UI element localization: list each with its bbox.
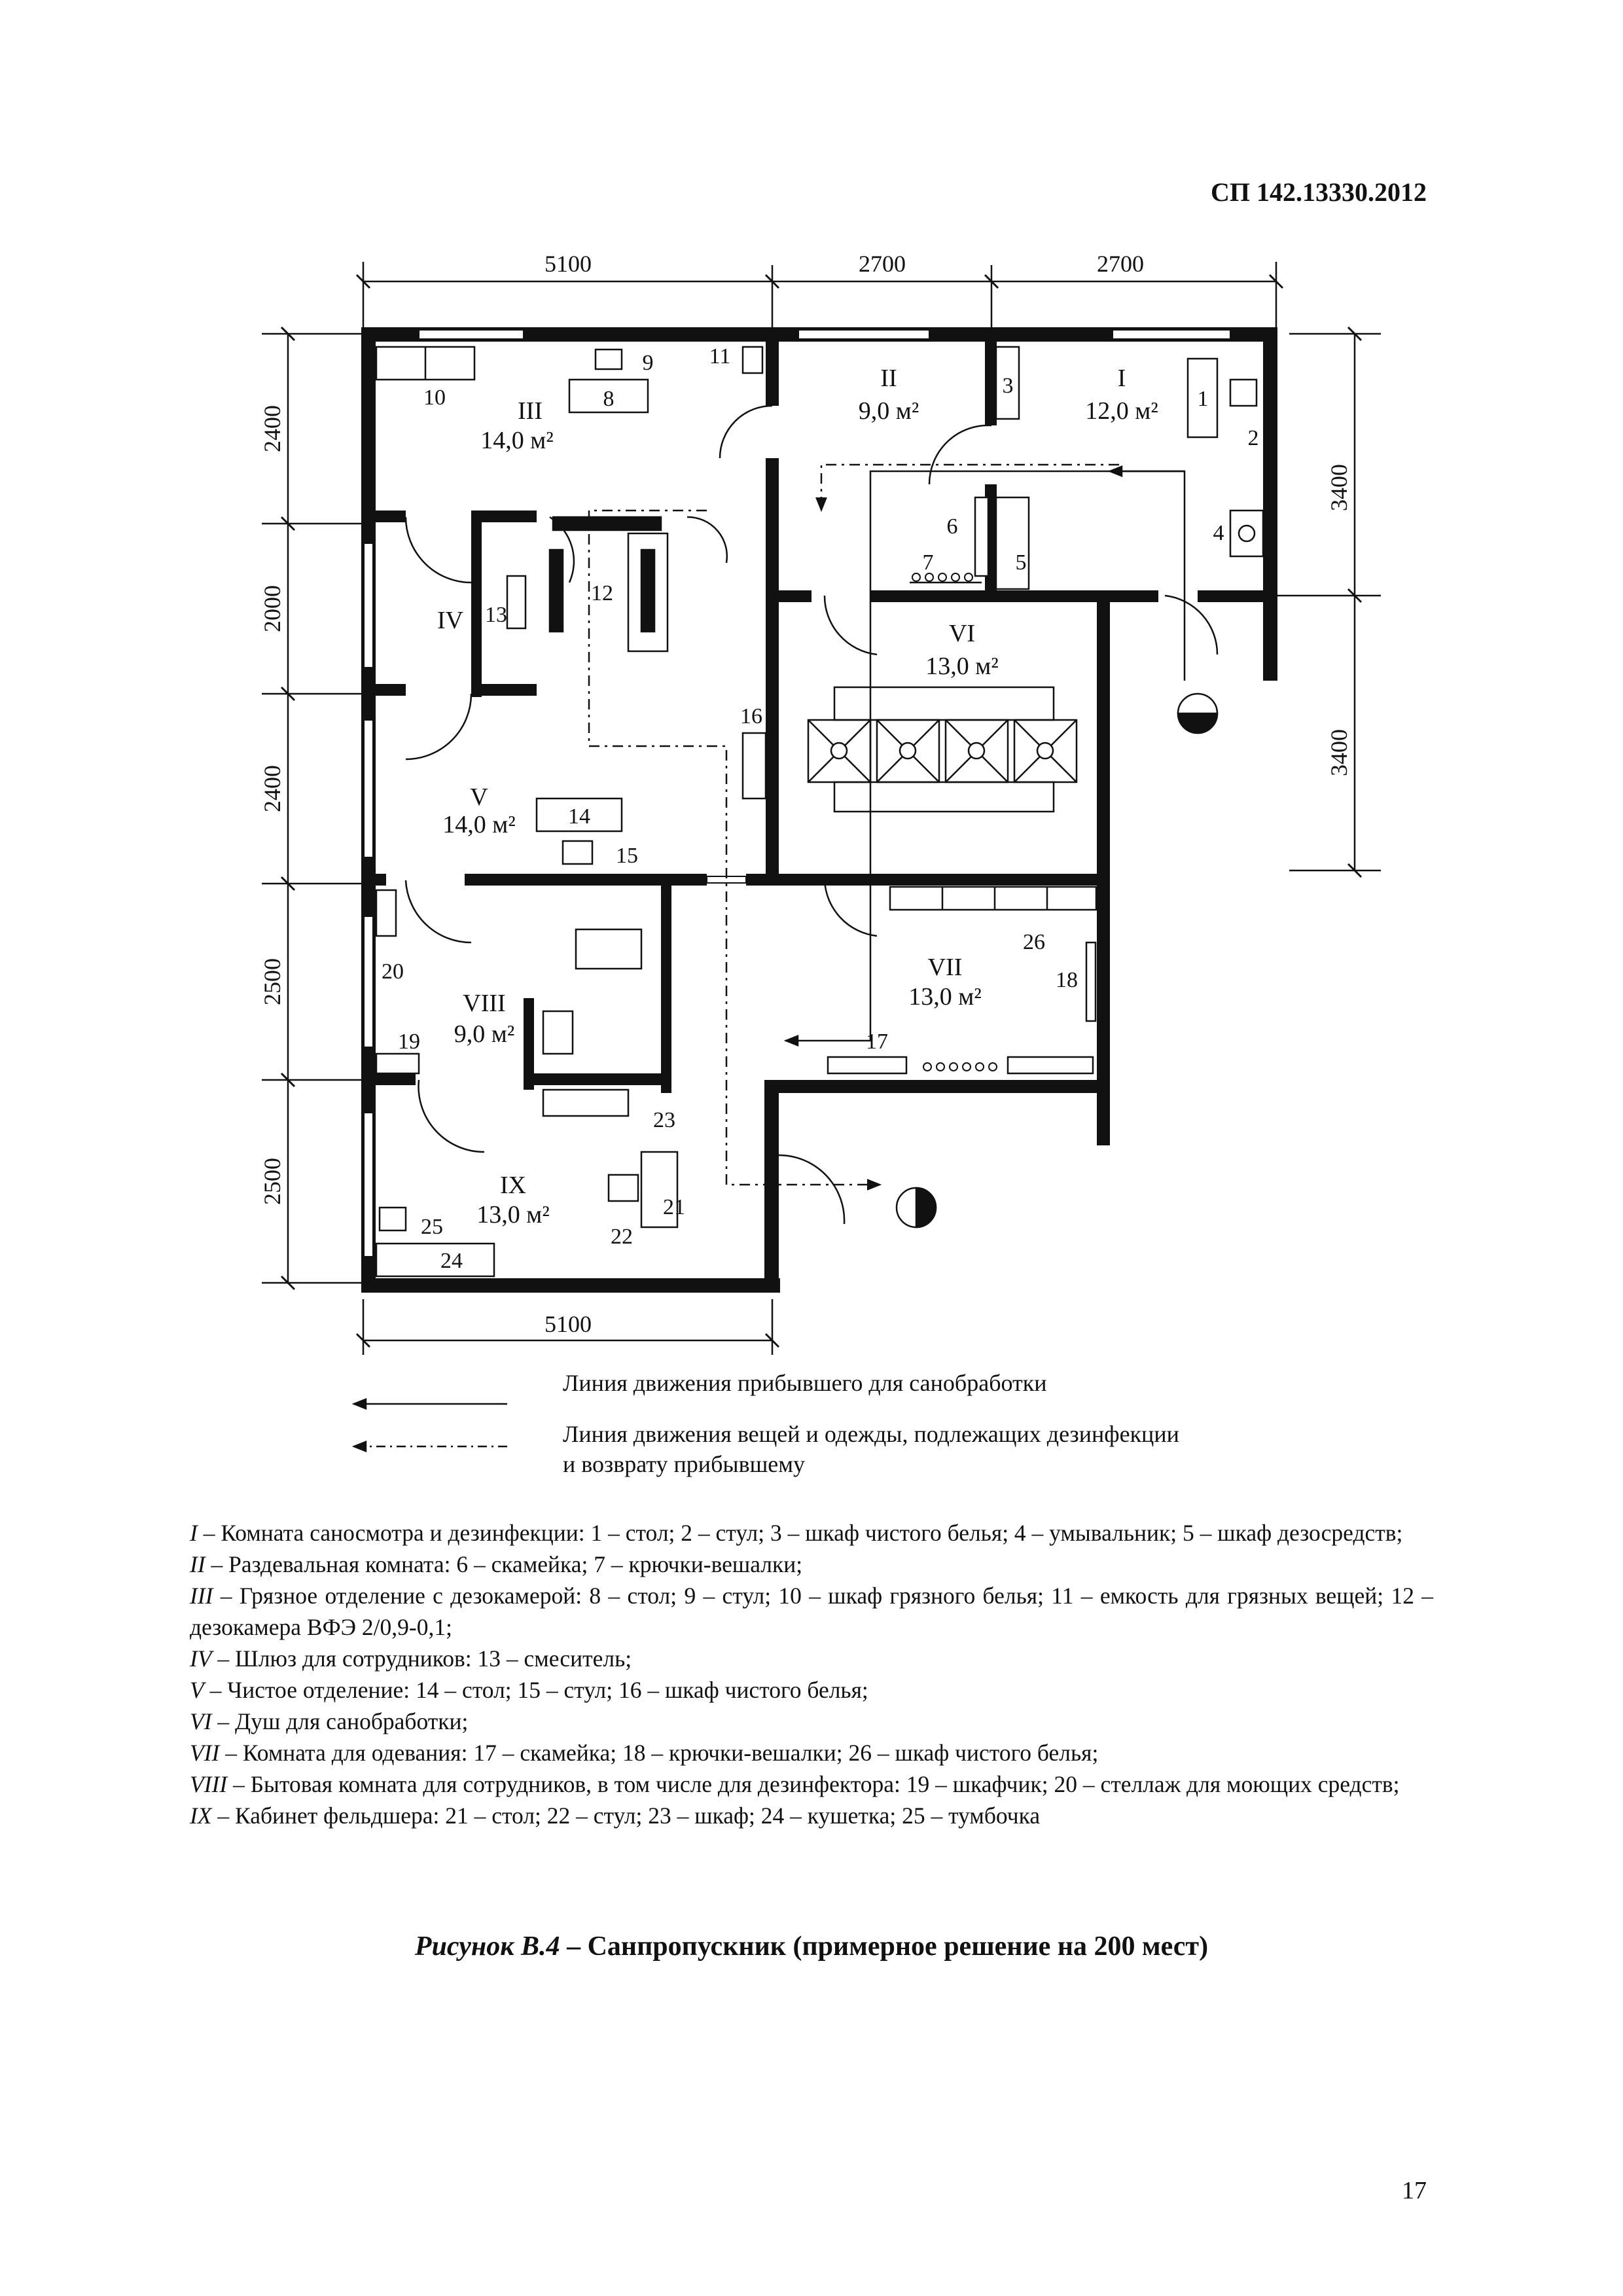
description-item: II – Раздевальная комната: 6 – скамейка; 7 – крючки-вешалки; (190, 1551, 803, 1577)
dim-top-3: 2700 (1097, 251, 1144, 277)
item-7: 7 (922, 550, 934, 575)
item-9: 9 (642, 351, 654, 375)
legend-solid-text: Линия движения прибывшего для санобработки (563, 1370, 1047, 1396)
chair-9 (596, 350, 622, 369)
cabinet-16 (743, 733, 766, 798)
item-5: 5 (1015, 550, 1027, 575)
room-II-area: 9,0 м² (858, 397, 919, 425)
item-15: 15 (616, 844, 638, 868)
description-item: VIII – Бытовая комната для сотрудников, в том числе для дезинфектора: 19 – шкафчик; 20 – стеллаж для моющих средств; (190, 1771, 1400, 1797)
chair-15 (563, 841, 592, 864)
item-20: 20 (382, 960, 404, 984)
item-1: 1 (1197, 387, 1209, 411)
item-numbers (382, 344, 1259, 1273)
room-V-area: 14,0 м² (442, 811, 516, 838)
document-code: СП 142.13330.2012 (1211, 177, 1427, 207)
dim-left-2: 2000 (259, 585, 285, 632)
dim-left-3: 2400 (259, 765, 285, 812)
item-24: 24 (440, 1249, 463, 1273)
nightstand-25 (380, 1208, 406, 1230)
item-17: 17 (866, 1030, 888, 1054)
item-4: 4 (1213, 521, 1224, 545)
dim-right-1: 3400 (1326, 464, 1352, 511)
room-VIII-area: 9,0 м² (454, 1020, 515, 1048)
mixer-13 (507, 576, 526, 628)
room-IX-label: IX (499, 1172, 527, 1199)
hooks-18 (1086, 942, 1096, 1021)
item-6: 6 (946, 514, 958, 539)
room-VII-label: VII (927, 954, 963, 981)
description-item: VI – Душ для санобработки; (190, 1708, 469, 1734)
page-number: 17 (1402, 2177, 1427, 2204)
cabinet-26 (890, 887, 1096, 910)
description-item: III – Грязное отделение с дезокамерой: 8 – стол; 9 – стул; 10 – шкаф грязного белья; 11 – емкость для грязных вещей; 12 – дезокамера ВФЭ 2/0,9-0,1; (190, 1583, 1433, 1640)
figure-caption (0, 1931, 1623, 1962)
chair-22 (609, 1175, 638, 1201)
bin-11 (743, 347, 762, 373)
room-III-area: 14,0 м² (480, 427, 554, 454)
item-2: 2 (1247, 426, 1259, 450)
item-23: 23 (653, 1108, 675, 1132)
room-III-label: III (518, 397, 543, 425)
item-8: 8 (603, 387, 615, 411)
room-descriptions (190, 1517, 1433, 1831)
bench-6 (975, 497, 988, 576)
couch-24 (376, 1244, 494, 1276)
room-VIII-label: VIII (463, 990, 506, 1017)
room-VI-area: 13,0 м² (925, 653, 999, 680)
item-3: 3 (1002, 374, 1014, 398)
figure-number: Рисунок В.4 (414, 1931, 560, 1962)
room-IV-label: IV (437, 607, 464, 634)
item-14: 14 (568, 804, 590, 829)
rack-20 (376, 890, 396, 936)
description-item: V – Чистое отделение: 14 – стол; 15 – стул; 16 – шкаф чистого белья; (190, 1677, 868, 1703)
item-19: 19 (398, 1030, 420, 1054)
dim-right-2: 3400 (1326, 729, 1352, 776)
cabinet-23 (543, 1090, 628, 1116)
dim-top-1: 5100 (544, 251, 592, 277)
item-26: 26 (1023, 930, 1045, 954)
item-18: 18 (1056, 968, 1078, 992)
chair-2 (1230, 380, 1257, 406)
doors (406, 406, 1217, 1224)
description-item: IX – Кабинет фельдшера: 21 – стол; 22 – стул; 23 – шкаф; 24 – кушетка; 25 – тумбочка (190, 1803, 1041, 1829)
item-12: 12 (591, 581, 613, 605)
item-22: 22 (611, 1225, 633, 1249)
wc (543, 1011, 573, 1054)
legend-dashed-text (563, 1419, 1348, 1479)
legend-dashed-line2: и возврату прибывшему (563, 1451, 806, 1477)
room-VI-label: VI (948, 620, 976, 647)
item-13: 13 (485, 603, 507, 627)
legend-samples (353, 1404, 507, 1446)
legend-dashed-line1: Линия движения вещей и одежды, подлежащих дезинфекции (563, 1421, 1179, 1447)
room-V-label: V (470, 783, 488, 811)
dezocamera-12 (553, 517, 661, 530)
item-21: 21 (663, 1195, 685, 1219)
item-10: 10 (423, 386, 446, 410)
dim-top-2: 2700 (859, 251, 906, 277)
dim-left-1: 2400 (259, 405, 285, 452)
item-16: 16 (740, 704, 762, 728)
figure-title: – Санпропускник (примерное решение на 200 мест) (560, 1931, 1209, 1962)
dim-left-4: 2500 (259, 958, 285, 1005)
dim-bottom: 5100 (544, 1311, 592, 1337)
locker-19 (376, 1054, 419, 1073)
dim-left-5: 2500 (259, 1158, 285, 1205)
room-II-label: II (880, 365, 897, 392)
room-I-area: 12,0 м² (1085, 397, 1158, 425)
description-item: IV – Шлюз для сотрудников: 13 – смеситель; (190, 1645, 632, 1672)
room-VII-area: 13,0 м² (908, 983, 982, 1011)
room-I-label: I (1117, 365, 1126, 392)
description-item: VII – Комната для одевания: 17 – скамейка; 18 – крючки-вешалки; 26 – шкаф чистого белья; (190, 1740, 1099, 1766)
item-25: 25 (421, 1215, 443, 1239)
description-item: I – Комната саносмотра и дезинфекции: 1 – стол; 2 – стул; 3 – шкаф чистого белья; 4 – умывальник; 5 – шкаф дезосредств; (190, 1520, 1403, 1546)
cabinet-5 (996, 497, 1029, 589)
bench-17 (828, 1057, 906, 1073)
room-IX-area: 13,0 м² (476, 1201, 550, 1229)
item-11: 11 (709, 344, 731, 368)
showers (808, 687, 1077, 812)
